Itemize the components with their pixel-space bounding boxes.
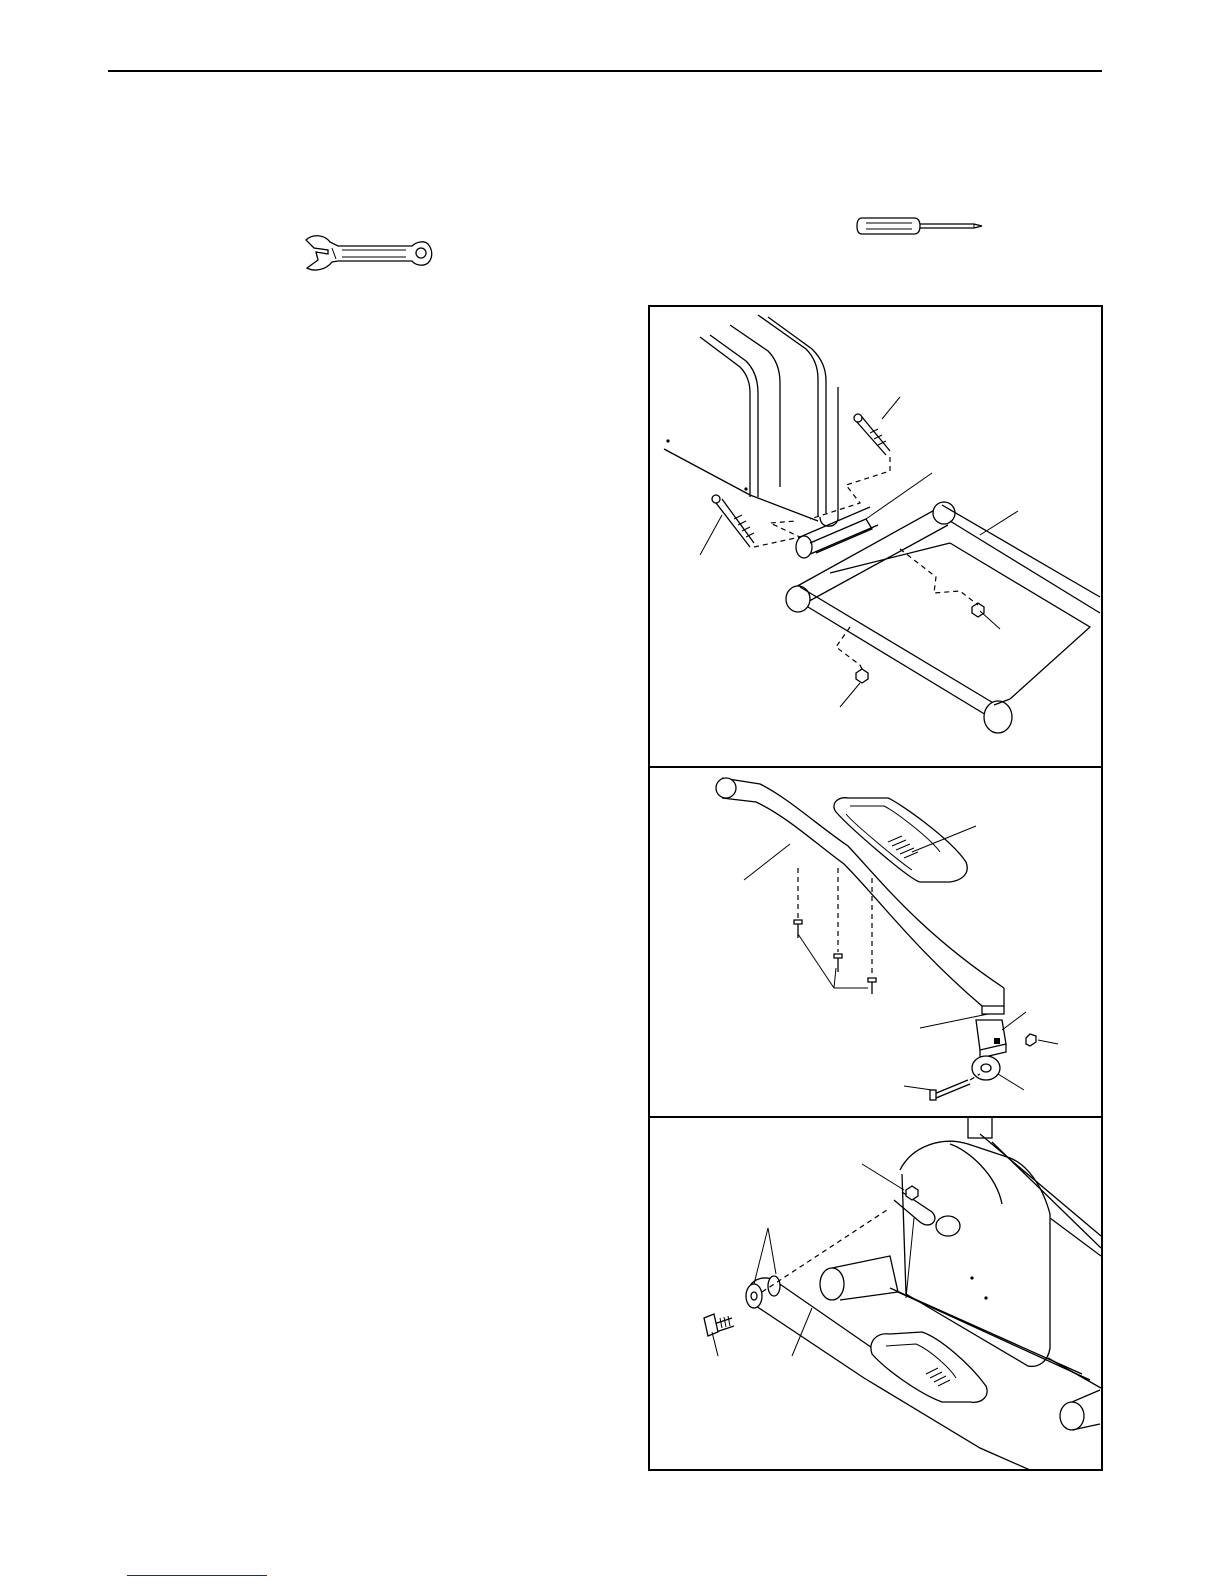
pedal — [834, 798, 967, 882]
screw-3 — [868, 978, 876, 994]
rear-roller — [1060, 1390, 1100, 1430]
axle-bolt — [930, 1080, 970, 1100]
nut-1 — [972, 603, 984, 617]
header-rule — [108, 70, 1102, 72]
footer-link-underline — [127, 1575, 267, 1576]
wrench-icon — [302, 232, 434, 274]
upright-frame — [664, 315, 838, 526]
rear-tube — [796, 507, 878, 558]
pedal — [871, 1332, 987, 1402]
figure-frame-stabilizer — [648, 305, 1103, 767]
screw-1 — [794, 920, 802, 938]
pedal-arm — [746, 1276, 1030, 1470]
axle-nut — [1026, 1034, 1036, 1046]
nut-2 — [856, 669, 868, 683]
bracket — [976, 1020, 1006, 1058]
figure-pedal-arm-attachment — [648, 1117, 1103, 1471]
screw-2 — [834, 954, 842, 972]
figure-pedal-arm — [648, 767, 1103, 1117]
shoulder-bolt — [704, 1314, 734, 1336]
screwdriver-icon — [856, 214, 986, 238]
stabilizer-frame — [786, 502, 1100, 733]
bolt-2 — [854, 414, 890, 455]
wheel — [972, 1056, 1000, 1080]
